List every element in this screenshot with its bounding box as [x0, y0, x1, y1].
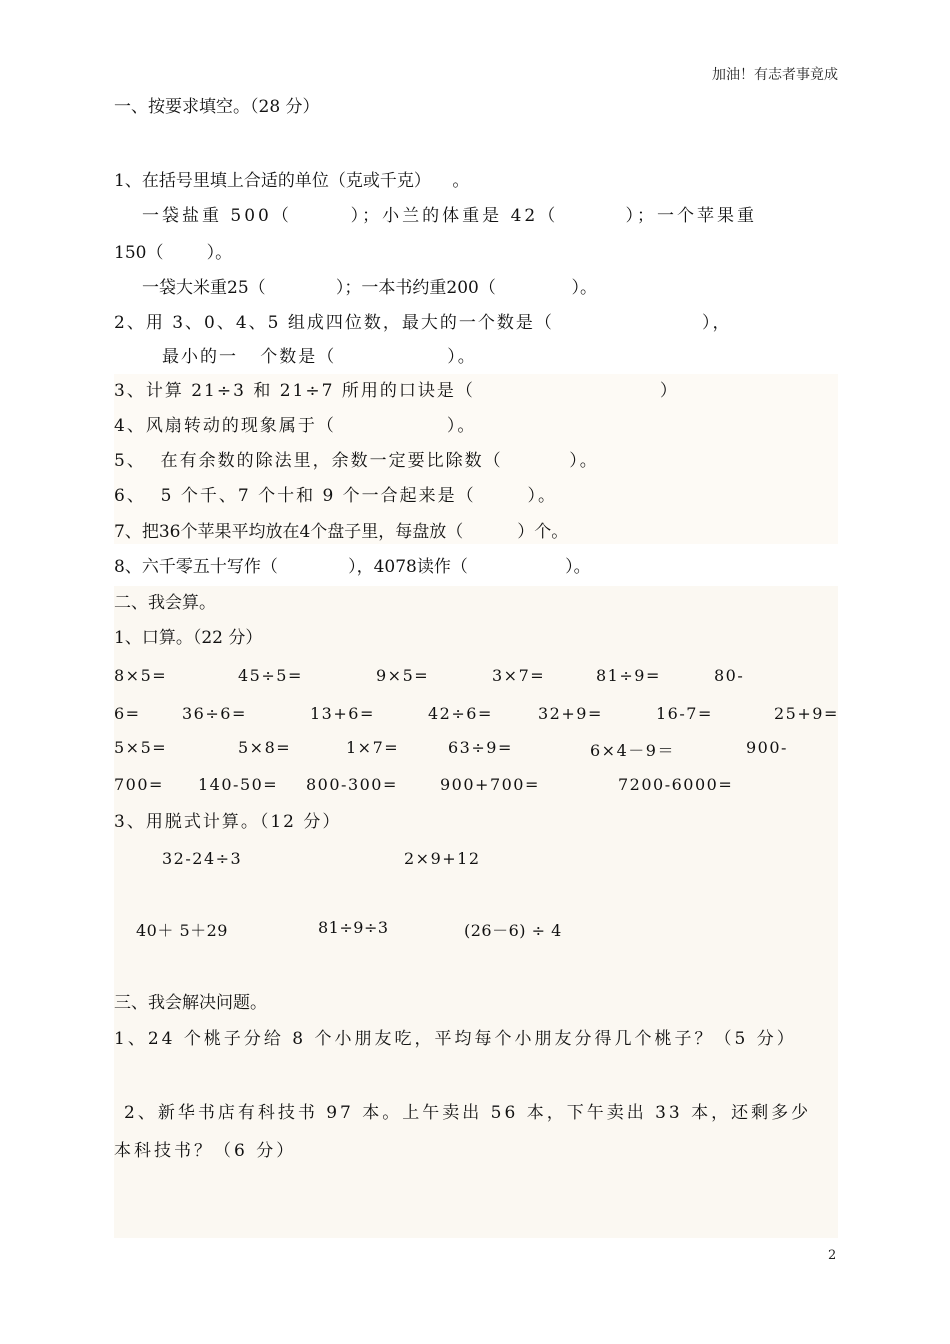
expression-item: 2×9+12 [404, 849, 481, 868]
calc-item: 5×5= [114, 738, 168, 757]
question-2-line-2: 最小的一 个数是（ ）。 [162, 347, 477, 367]
expression-item: (26－6) ÷ 4 [464, 921, 562, 940]
question-2-line-1: 2、用 3、0、4、5 组成四位数，最大的一个数是（ ）， [114, 313, 732, 333]
calc-item: 140-50= [198, 775, 279, 794]
question-3: 3、计算 21÷3 和 21÷7 所用的口诀是（ ） [114, 381, 679, 401]
calc-item: 9×5= [376, 666, 430, 685]
oral-calc-heading: 1、口算。（22 分） [114, 628, 263, 648]
calc-item: 42÷6= [428, 704, 493, 723]
calc-item: 800-300= [306, 775, 398, 794]
question-1-line-3: 一袋大米重25（ ）；一本书约重200（ ）。 [142, 278, 597, 298]
problem-2-line-1: 2、新华书店有科技书 97 本。上午卖出 56 本，下午卖出 33 本，还剩多少 [124, 1103, 812, 1123]
calc-item: 45÷5= [238, 666, 303, 685]
question-1-line-1: 一袋盐重 500（ ）；小兰的体重是 42（ ）；一个苹果重 [142, 206, 757, 226]
question-8: 8、六千零五十写作（ ），4078读作（ ）。 [114, 557, 591, 577]
problem-2-line-2: 本科技书？（6 分） [114, 1141, 297, 1161]
section-2-title: 二、我会算。 [114, 593, 216, 613]
expression-item: 40＋ 5＋29 [136, 921, 228, 940]
question-6: 6、 5 个千、7 个十和 9 个一合起来是（ ）。 [114, 486, 558, 506]
calc-item: 3×7= [492, 666, 546, 685]
calc-item: 25+9= [774, 704, 839, 723]
calc-item: 81÷9= [596, 666, 661, 685]
calc-item: 32+9= [538, 704, 603, 723]
expression-item: 32-24÷3 [162, 849, 243, 868]
section-1-title: 一、按要求填空。（28 分） [114, 97, 320, 117]
calc-item: 80- [714, 666, 745, 685]
calc-item: 36÷6= [182, 704, 247, 723]
calc-item: 8×5= [114, 666, 168, 685]
calc-item: 13+6= [310, 704, 375, 723]
calc-item: 63÷9= [448, 738, 513, 757]
calc-item: 6×4－9＝ [590, 741, 675, 760]
header-motto: 加油！有志者事竟成 [712, 67, 838, 83]
written-calc-heading: 3、用脱式计算。（12 分） [114, 812, 342, 832]
page-number: 2 [828, 1248, 837, 1263]
calc-item: 1×7= [346, 738, 400, 757]
calc-item: 900+700= [440, 775, 540, 794]
question-4: 4、风扇转动的现象属于（ ）。 [114, 416, 477, 436]
calc-item: 16-7= [656, 704, 713, 723]
expression-item: 81÷9÷3 [318, 918, 389, 937]
calc-item: 5×8= [238, 738, 292, 757]
calc-item: 7200-6000= [618, 775, 734, 794]
question-1-line-2: 150（ ）。 [114, 243, 233, 263]
question-1: 1、在括号里填上合适的单位（克或千克） 。 [114, 171, 470, 191]
question-5: 5、 在有余数的除法里，余数一定要比除数（ ）。 [114, 451, 599, 471]
section-3-title: 三、我会解决问题。 [114, 993, 267, 1013]
question-7: 7、把36个苹果平均放在4个盘子里，每盘放（ ）个。 [114, 522, 569, 542]
calc-item: 700= [114, 775, 164, 794]
problem-1: 1、24 个桃子分给 8 个小朋友吃，平均每个小朋友分得几个桃子？（5 分） [114, 1029, 797, 1049]
calc-item: 6= [114, 704, 141, 723]
calc-item: 900- [746, 738, 788, 757]
